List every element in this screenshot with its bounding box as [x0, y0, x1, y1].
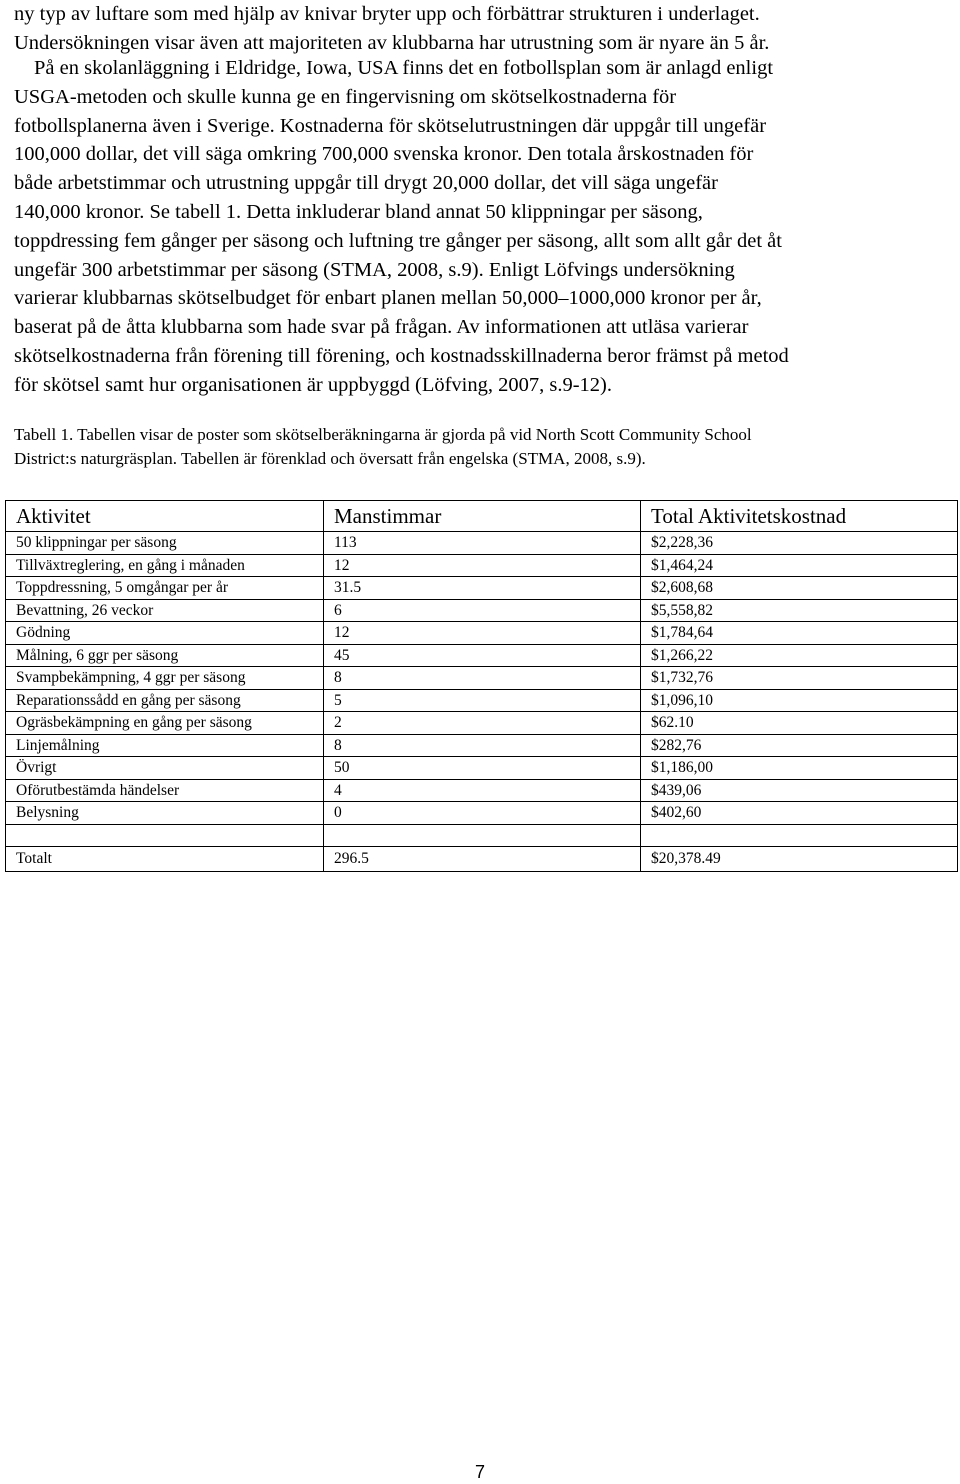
cell-cost: $439,06	[641, 779, 958, 802]
text-line: skötselkostnaderna från förening till förening, och kostnadsskillnaderna beror främst på metod	[14, 344, 789, 367]
table-row	[6, 667, 958, 690]
cell-activity: Övrigt	[6, 757, 324, 780]
text-line: På en skolanläggning i Eldridge, Iowa, USA finns det en fotbollsplan som är anlagd enligt	[34, 57, 774, 79]
table-caption	[14, 423, 956, 471]
text-line: 100,000 dollar, det vill säga omkring 700,000 svenska kronor. Den totala årskostnaden för	[14, 143, 754, 166]
header-activity: Aktivitet	[6, 501, 324, 532]
text-line: ungefär 300 arbetstimmar per säsong (STMA, 2008, s.9). Enligt Löfvings undersökning	[14, 258, 735, 281]
cell-activity: Reparationssådd en gång per säsong	[6, 689, 324, 712]
cell-cost: $2,608,68	[641, 577, 958, 600]
table-row	[6, 734, 958, 757]
page-number: 7	[474, 1462, 485, 1482]
cell-activity	[6, 824, 324, 847]
text-line: både arbetstimmar och utrustning uppgår till drygt 20,000 dollar, det vill säga ungefär	[14, 172, 718, 195]
cell-cost: $5,558,82	[641, 599, 958, 622]
table-row	[6, 802, 958, 825]
table-row	[6, 644, 958, 667]
cell-cost: $62.10	[641, 712, 958, 735]
total-man-hours: 296.5	[324, 847, 641, 872]
text-line: ny typ av luftare som med hjälp av knivar bryter upp och förbättrar strukturen i underlaget.	[14, 3, 760, 25]
text-line: för skötsel samt hur organisationen är uppbyggd (Löfving, 2007, s.9-12).	[14, 373, 613, 396]
cell-cost: $1,186,00	[641, 757, 958, 780]
cell-man-hours: 0	[324, 802, 641, 825]
header-total-cost: Total Aktivitetskostnad	[641, 501, 958, 532]
text-line: toppdressing fem gånger per säsong och luftning tre gånger per säsong, allt som allt går det åt	[14, 229, 782, 252]
cell-man-hours: 12	[324, 554, 641, 577]
cell-activity: Tillväxtreglering, en gång i månaden	[6, 554, 324, 577]
cell-cost: $282,76	[641, 734, 958, 757]
cell-man-hours: 50	[324, 757, 641, 780]
cell-activity: 50 klippningar per säsong	[6, 532, 324, 555]
cell-activity: Bevattning, 26 veckor	[6, 599, 324, 622]
cell-cost: $1,784,64	[641, 622, 958, 645]
text-line: 140,000 kronor. Se tabell 1. Detta inkluderar bland annat 50 klippningar per säsong,	[14, 200, 703, 223]
table-row	[6, 712, 958, 735]
caption-line: Tabell 1. Tabellen visar de poster som skötselberäkningarna är gjorda på vid North Scott Community School	[14, 425, 752, 444]
cell-activity: Gödning	[6, 622, 324, 645]
cell-man-hours	[324, 824, 641, 847]
cell-activity: Svampbekämpning, 4 ggr per säsong	[6, 667, 324, 690]
paragraph-continued	[14, 0, 956, 58]
cell-activity: Linjemålning	[6, 734, 324, 757]
table-row	[6, 689, 958, 712]
table-row	[6, 824, 958, 847]
table-row	[6, 577, 958, 600]
cell-cost: $402,60	[641, 802, 958, 825]
text-line: baserat på de åtta klubbarna som hade svar på frågan. Av informationen att utläsa varierar	[14, 316, 749, 339]
cell-activity: Målning, 6 ggr per säsong	[6, 644, 324, 667]
cell-man-hours: 8	[324, 734, 641, 757]
total-label: Totalt	[6, 847, 324, 872]
cell-man-hours: 6	[324, 599, 641, 622]
cell-man-hours: 31.5	[324, 577, 641, 600]
paragraph-maintenance-costs	[14, 54, 956, 400]
cost-table	[5, 500, 958, 872]
table-total-row	[6, 847, 958, 872]
table-row	[6, 757, 958, 780]
cell-man-hours: 12	[324, 622, 641, 645]
text-line: varierar klubbarnas skötselbudget för enbart planen mellan 50,000–1000,000 kronor per år,	[14, 287, 762, 310]
table-row	[6, 779, 958, 802]
text-line: fotbollsplanerna även i Sverige. Kostnaderna för skötselutrustningen där uppgår till ungefär	[14, 114, 767, 137]
text-line: USGA-metoden och skulle kunna ge en fingervisning om skötselkostnaderna för	[14, 85, 677, 108]
total-cost: $20,378.49	[641, 847, 958, 872]
cell-cost: $1,464,24	[641, 554, 958, 577]
cell-man-hours: 5	[324, 689, 641, 712]
cell-cost: $1,266,22	[641, 644, 958, 667]
header-man-hours: Manstimmar	[324, 501, 641, 532]
caption-line: District:s naturgräsplan. Tabellen är förenklad och översatt från engelska (STMA, 2008, s.9).	[14, 449, 646, 468]
cell-cost: $2,228,36	[641, 532, 958, 555]
cell-activity: Oförutbestämda händelser	[6, 779, 324, 802]
cell-man-hours: 2	[324, 712, 641, 735]
cell-man-hours: 45	[324, 644, 641, 667]
cell-man-hours: 8	[324, 667, 641, 690]
cell-cost: $1,096,10	[641, 689, 958, 712]
cell-cost	[641, 824, 958, 847]
cell-activity: Ogräsbekämpning en gång per säsong	[6, 712, 324, 735]
text-line: Undersökningen visar även att majoriteten av klubbarna har utrustning som är nyare än 5 år.	[14, 31, 770, 54]
cell-man-hours: 113	[324, 532, 641, 555]
table-header-row	[6, 501, 958, 532]
cell-activity: Toppdressning, 5 omgångar per år	[6, 577, 324, 600]
cell-activity: Belysning	[6, 802, 324, 825]
table-row	[6, 532, 958, 555]
cell-man-hours: 4	[324, 779, 641, 802]
table-row	[6, 622, 958, 645]
table-row	[6, 599, 958, 622]
cell-cost: $1,732,76	[641, 667, 958, 690]
table-row	[6, 554, 958, 577]
